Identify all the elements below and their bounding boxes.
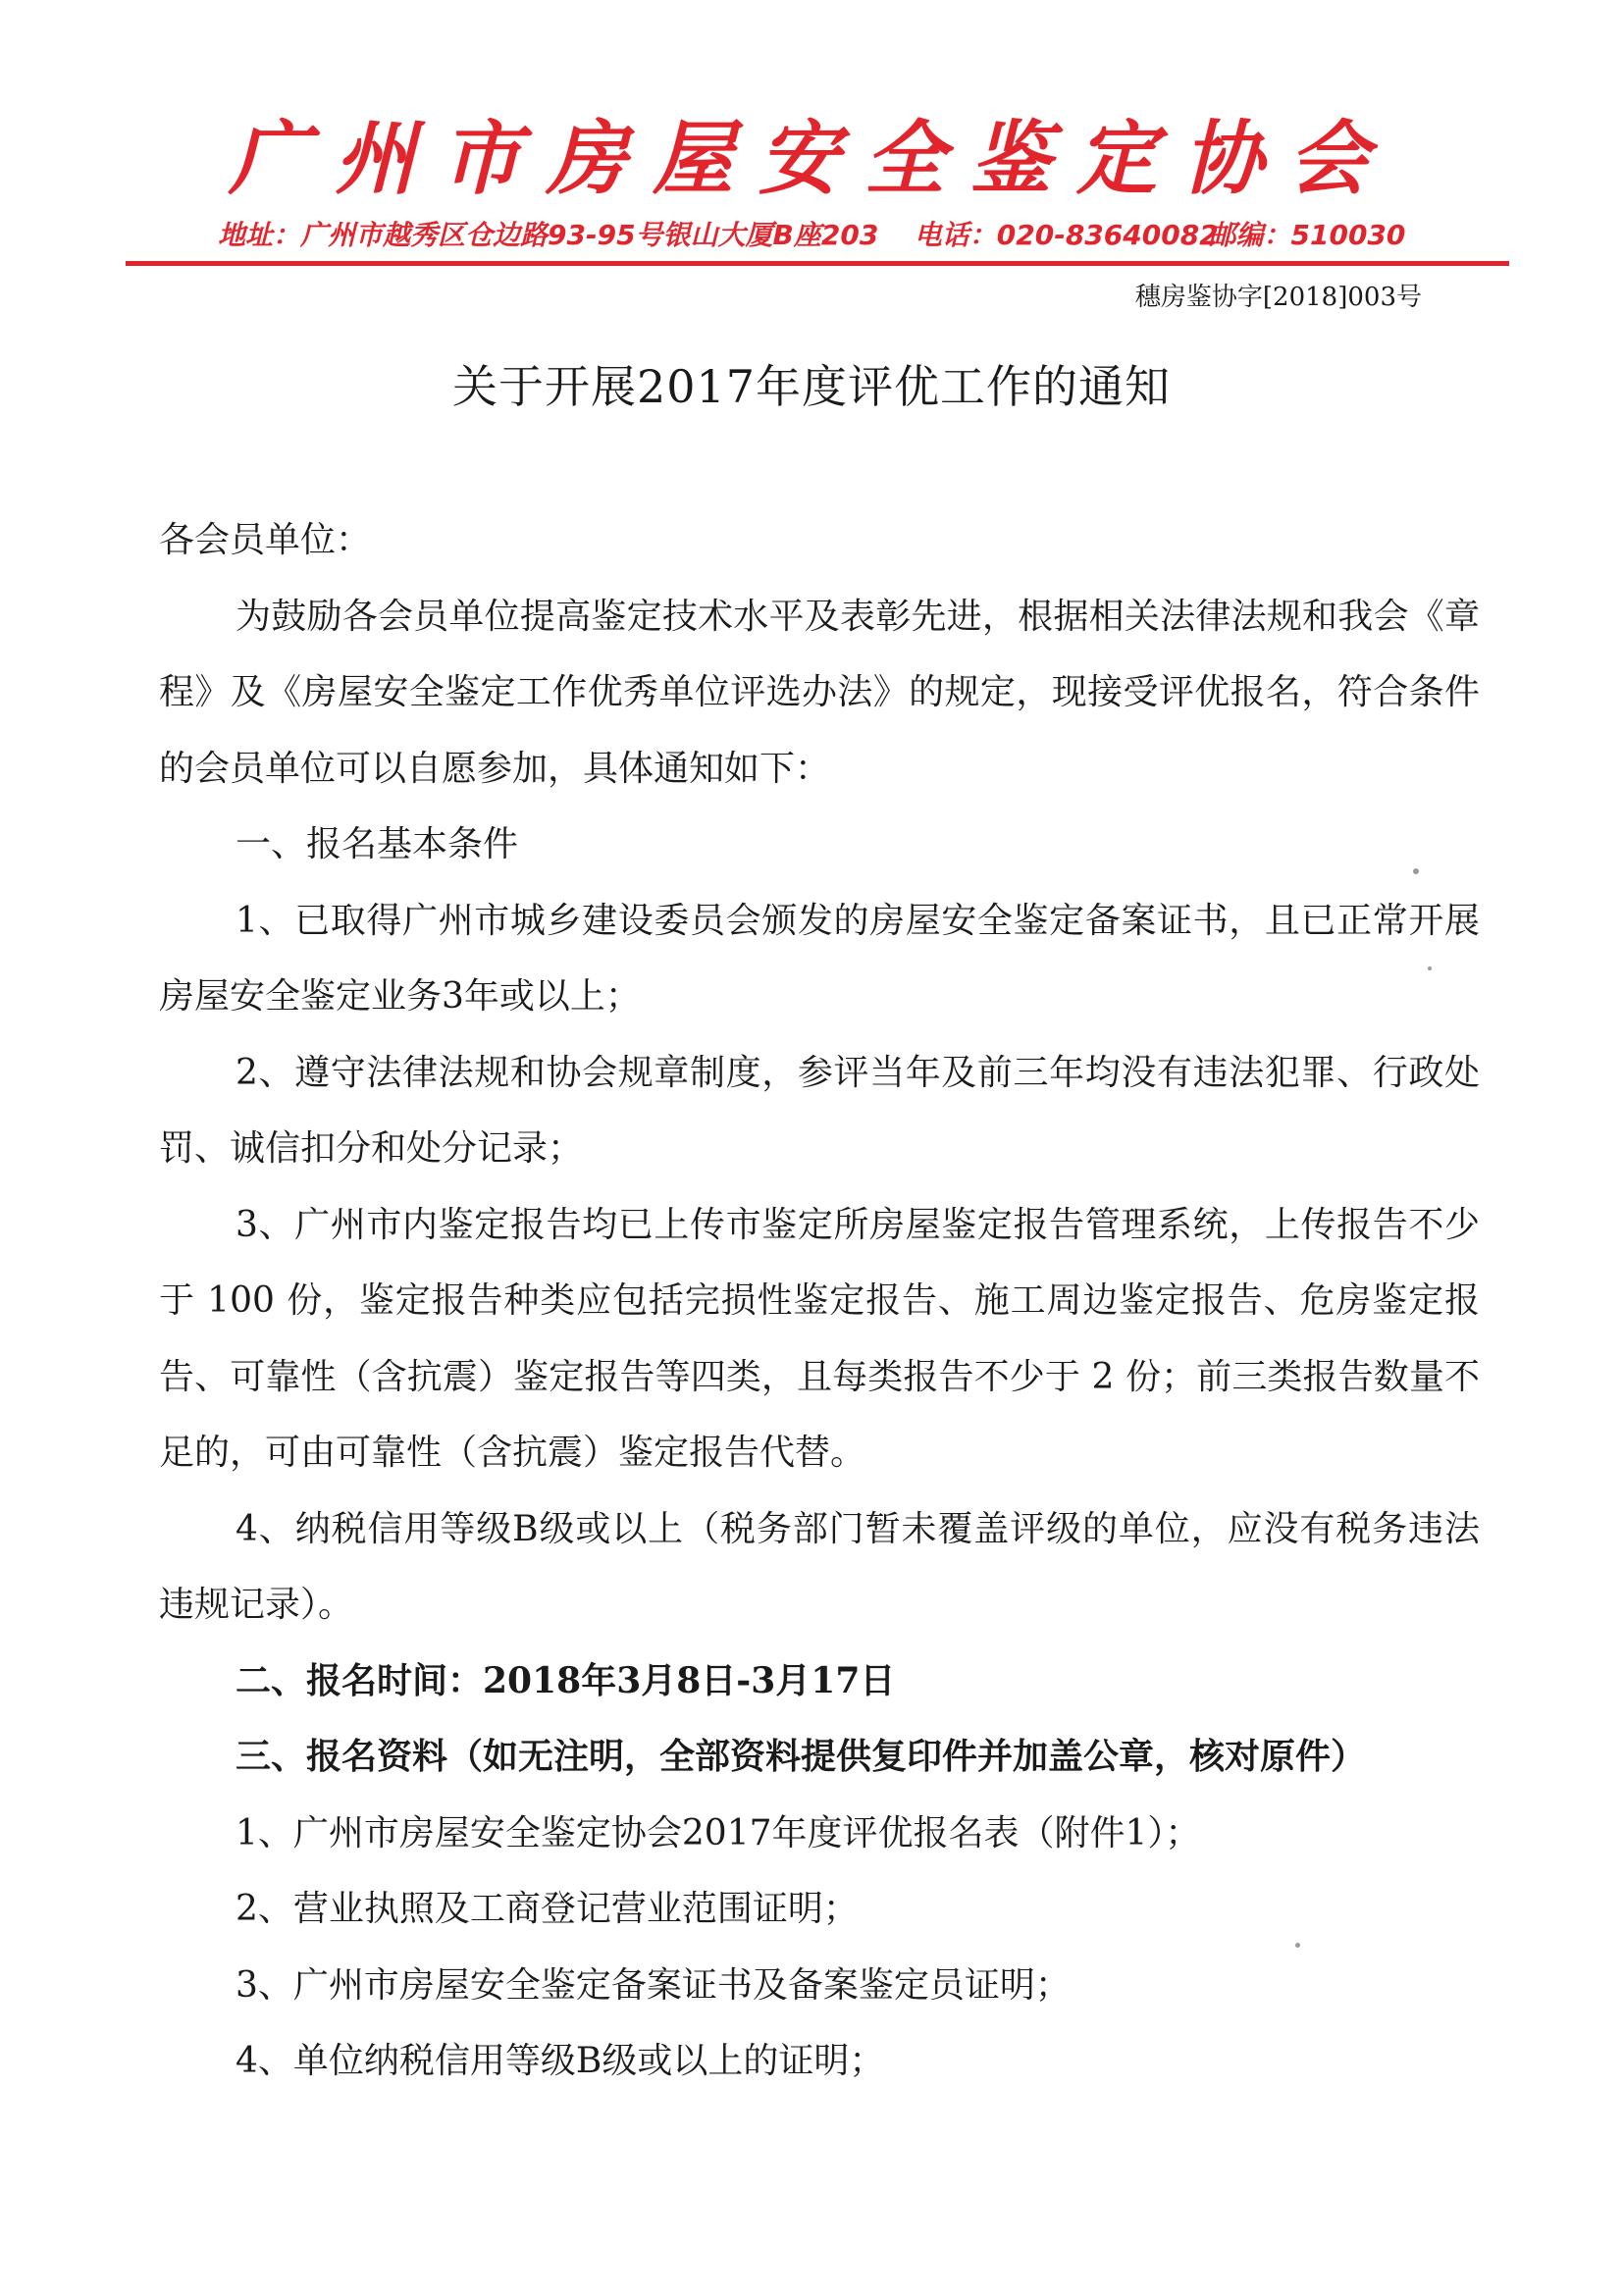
organization-name: 广州市房屋安全鉴定协会: [229, 112, 1394, 206]
list-item: 4、纳税信用等级B级或以上（税务部门暂未覆盖评级的单位，应没有税务违法违规记录）。: [159, 1508, 1480, 1625]
section-heading: 一、报名基本条件: [236, 824, 519, 864]
letterhead-contact-line: [218, 214, 1405, 253]
letterhead-divider: [126, 261, 1509, 266]
scan-speck: [1295, 1943, 1300, 1948]
list-item: 1、广州市房屋安全鉴定协会2017年度评优报名表（附件1）；: [236, 1812, 1201, 1853]
intro-paragraph: 为鼓励各会员单位提高鉴定技术水平及表彰先进，根据相关法律法规和我会《章程》及《房屋安全鉴定工作优秀单位评选办法》的规定，现接受评优报名，符合条件的会员单位可以自愿参加，具体通知如下：: [159, 596, 1480, 789]
document-title: 关于开展2017年度评优工作的通知: [451, 360, 1172, 413]
section-heading: 三、报名资料（如无注明，全部资料提供复印件并加盖公章，核对原件）: [236, 1736, 1367, 1777]
document-body: [159, 502, 1480, 2100]
salutation: 各会员单位：: [159, 520, 372, 560]
list-item: 1、已取得广州市城乡建设委员会颁发的房屋安全鉴定备案证书，且已正常开展房屋安全鉴定业务3年或以上；: [159, 900, 1480, 1017]
list-item: 4、单位纳税信用等级B级或以上的证明；: [236, 2041, 885, 2081]
list-item: 3、广州市房屋安全鉴定备案证书及备案鉴定员证明；: [236, 1964, 1071, 2006]
postcode-text: 邮编：510030: [1208, 219, 1406, 251]
list-item: 2、遵守法律法规和协会规章制度，参评当年及前三年均没有违法犯罪、行政处罚、诚信扣分和处分记录；: [159, 1052, 1480, 1169]
section-heading: 二、报名时间：2018年3月8日-3月17日: [236, 1659, 896, 1701]
list-item: 3、广州市内鉴定报告均已上传市鉴定所房屋鉴定报告管理系统，上传报告不少于 100 份，鉴定报告种类应包括完损性鉴定报告、施工周边鉴定报告、危房鉴定报告、可靠性（含抗震）鉴定报告等四类，且每类报告不少于 2 份；前三类报告数量不足的，可由可靠性（含抗震）鉴定报告代替。: [159, 1204, 1480, 1473]
document-number: 穗房鉴协字[2018]003号: [1134, 283, 1422, 312]
scan-speck: [1413, 868, 1419, 874]
phone-text: 电话：020-83640082: [914, 219, 1219, 251]
address-text: 地址：广州市越秀区仓边路93-95号银山大厦B座203: [218, 219, 879, 251]
list-item: 2、营业执照及工商登记营业范围证明；: [236, 1889, 859, 1929]
scan-speck: [1428, 966, 1432, 970]
